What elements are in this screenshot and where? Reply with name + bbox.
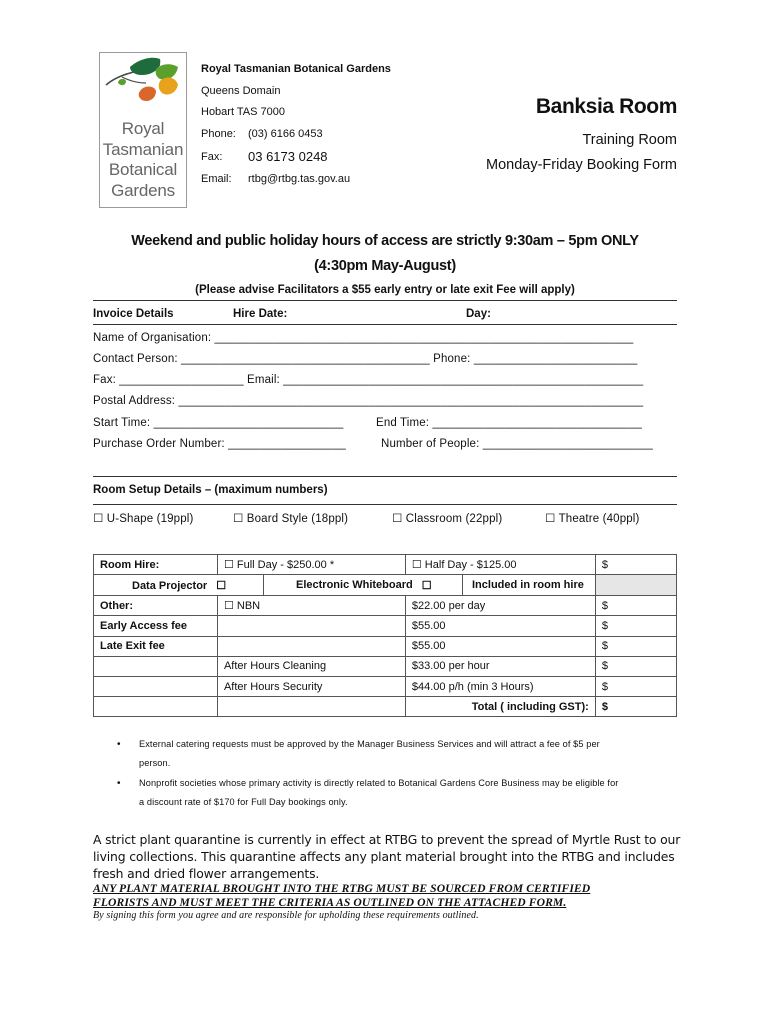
quarantine-text-line2: living collections. This quarantine affects any plant material brought into the RTBG and includes bbox=[93, 849, 675, 864]
signing-agreement-note: By signing this form you agree and are responsible for upholding these requirements outlined. bbox=[93, 910, 479, 921]
setup-option-theatre[interactable]: ☐ Theatre (40ppl) bbox=[545, 513, 640, 525]
access-hours-notice: Weekend and public holiday hours of access are strictly 9:30am – 5pm ONLY bbox=[131, 233, 639, 249]
empty-cell bbox=[217, 697, 405, 717]
after-hours-cleaning-price: $33.00 per hour bbox=[405, 656, 595, 676]
form-subtitle-booking: Monday-Friday Booking Form bbox=[486, 157, 677, 173]
late-exit-price: $55.00 bbox=[405, 636, 595, 656]
form-subtitle-room: Training Room bbox=[582, 132, 677, 148]
setup-option-classroom[interactable]: ☐ Classroom (22ppl) bbox=[392, 513, 503, 525]
nbn-price: $22.00 per day bbox=[405, 596, 595, 616]
table-row bbox=[94, 616, 677, 636]
table-row bbox=[94, 596, 677, 616]
nonprofit-note: Nonprofit societies whose primary activity is directly related to Botanical Gardens Core Business may be eligible for bbox=[139, 778, 619, 788]
end-time-field[interactable]: End Time: ________________________________ bbox=[376, 417, 642, 429]
bullet-dot: • bbox=[117, 739, 121, 750]
rtbg-logo bbox=[99, 52, 187, 208]
early-access-amount[interactable]: $ bbox=[595, 616, 676, 636]
after-hours-security-price: $44.00 p/h (min 3 Hours) bbox=[405, 676, 595, 696]
other-label: Other: bbox=[94, 596, 218, 616]
data-projector-label: Data Projector bbox=[132, 579, 208, 592]
fees-table bbox=[93, 554, 677, 717]
empty-cell bbox=[217, 636, 405, 656]
form-title: Banksia Room bbox=[535, 95, 677, 118]
number-of-people-field[interactable]: Number of People: __________________________ bbox=[381, 438, 653, 450]
logo-line: Gardens bbox=[111, 180, 175, 200]
hire-date-label[interactable]: Hire Date: bbox=[233, 308, 288, 320]
table-row bbox=[94, 697, 677, 717]
early-access-label: Early Access fee bbox=[94, 616, 218, 636]
nonprofit-note-cont: a discount rate of $170 for Full Day bookings only. bbox=[139, 797, 348, 807]
table-row bbox=[94, 636, 677, 656]
room-hire-label: Room Hire: bbox=[94, 555, 218, 575]
start-time-field[interactable]: Start Time: _____________________________ bbox=[93, 417, 344, 429]
setup-option-u-shape[interactable]: ☐ U-Shape (19ppl) bbox=[93, 513, 194, 525]
contact-phone-field[interactable]: Contact Person: ______________________________________ Phone: _________________________ bbox=[93, 353, 638, 365]
logo-line: Royal bbox=[121, 119, 165, 138]
early-access-price: $55.00 bbox=[405, 616, 595, 636]
table-row bbox=[94, 555, 677, 575]
leaf-emblem-icon bbox=[100, 53, 188, 123]
half-day-checkbox[interactable]: ☐ Half Day - $125.00 bbox=[405, 555, 595, 575]
total-label: Total ( including GST): bbox=[405, 697, 595, 717]
after-hours-cleaning-label: After Hours Cleaning bbox=[217, 656, 405, 676]
quarantine-text-line3: fresh and dried flower arrangements. bbox=[93, 866, 320, 881]
table-row bbox=[94, 676, 677, 696]
full-day-checkbox[interactable]: ☐ Full Day - $250.00 * bbox=[217, 555, 405, 575]
org-address-line3: Hobart TAS 7000 bbox=[201, 106, 285, 118]
org-name: Royal Tasmanian Botanical Gardens bbox=[201, 63, 391, 75]
included-in-room-hire: Included in room hire bbox=[472, 579, 584, 592]
setup-option-board-style[interactable]: ☐ Board Style (18ppl) bbox=[233, 513, 349, 525]
divider bbox=[93, 504, 677, 505]
quarantine-text-line1: A strict plant quarantine is currently in effect at RTBG to prevent the spread of Myrtle Rust to our bbox=[93, 832, 681, 847]
logo-line: Botanical bbox=[108, 160, 178, 179]
shaded-cell bbox=[595, 575, 676, 596]
organisation-field[interactable]: Name of Organisation: ________________________________________________________________ bbox=[93, 332, 634, 344]
day-label[interactable]: Day: bbox=[466, 308, 491, 320]
room-hire-amount[interactable]: $ bbox=[595, 555, 676, 575]
phone-value: (03) 6166 0453 bbox=[248, 128, 323, 140]
phone-label: Phone: bbox=[201, 128, 236, 140]
empty-cell bbox=[94, 697, 218, 717]
divider bbox=[93, 300, 677, 301]
total-amount[interactable]: $ bbox=[595, 697, 676, 717]
email-label: Email: bbox=[201, 173, 232, 185]
fax-label: Fax: bbox=[201, 151, 223, 163]
logo-line: Tasmanian bbox=[102, 139, 184, 159]
catering-note: External catering requests must be approved by the Manager Business Services and will attract a fee of $5 per bbox=[139, 739, 600, 749]
quarantine-warning-line1: ANY PLANT MATERIAL BROUGHT INTO THE RTBG MUST BE SOURCED FROM CERTIFIED bbox=[93, 882, 591, 895]
data-projector-checkbox[interactable]: ☐ bbox=[216, 579, 227, 592]
org-address-line2: Queens Domain bbox=[201, 85, 281, 97]
access-hours-winter: (4:30pm May-August) bbox=[314, 258, 456, 274]
after-hours-security-amount[interactable]: $ bbox=[595, 676, 676, 696]
catering-note-cont: person. bbox=[139, 758, 171, 768]
late-exit-label: Late Exit fee bbox=[94, 636, 218, 656]
invoice-details-heading: Invoice Details bbox=[93, 308, 174, 320]
divider bbox=[93, 476, 677, 477]
room-setup-heading: Room Setup Details – (maximum numbers) bbox=[93, 484, 328, 496]
nbn-checkbox[interactable]: ☐ NBN bbox=[217, 596, 405, 616]
table-row bbox=[94, 575, 677, 596]
nbn-amount[interactable]: $ bbox=[595, 596, 676, 616]
fax-email-field[interactable]: Fax: ___________________ Email: _______________________________________________________ bbox=[93, 374, 644, 386]
empty-cell bbox=[217, 616, 405, 636]
after-hours-security-label: After Hours Security bbox=[217, 676, 405, 696]
empty-cell bbox=[94, 656, 218, 676]
early-late-fee-notice: (Please advise Facilitators a $55 early entry or late exit Fee will apply) bbox=[195, 284, 575, 296]
after-hours-cleaning-amount[interactable]: $ bbox=[595, 656, 676, 676]
quarantine-warning-line2: FLORISTS AND MUST MEET THE CRITERIA AS OUTLINED ON THE ATTACHED FORM. bbox=[93, 896, 567, 909]
purchase-order-field[interactable]: Purchase Order Number: __________________ bbox=[93, 438, 346, 450]
logo-wordmark bbox=[100, 119, 186, 201]
divider bbox=[93, 324, 677, 325]
fax-value: 03 6173 0248 bbox=[248, 149, 328, 164]
electronic-whiteboard-checkbox[interactable]: ☐ bbox=[421, 579, 432, 592]
postal-address-field[interactable]: Postal Address: _______________________________________________________________________ bbox=[93, 395, 644, 407]
late-exit-amount[interactable]: $ bbox=[595, 636, 676, 656]
bullet-dot: • bbox=[117, 778, 121, 789]
email-value: rtbg@rtbg.tas.gov.au bbox=[248, 173, 351, 185]
empty-cell bbox=[94, 676, 218, 696]
electronic-whiteboard-label: Electronic Whiteboard bbox=[296, 579, 413, 592]
table-row bbox=[94, 656, 677, 676]
